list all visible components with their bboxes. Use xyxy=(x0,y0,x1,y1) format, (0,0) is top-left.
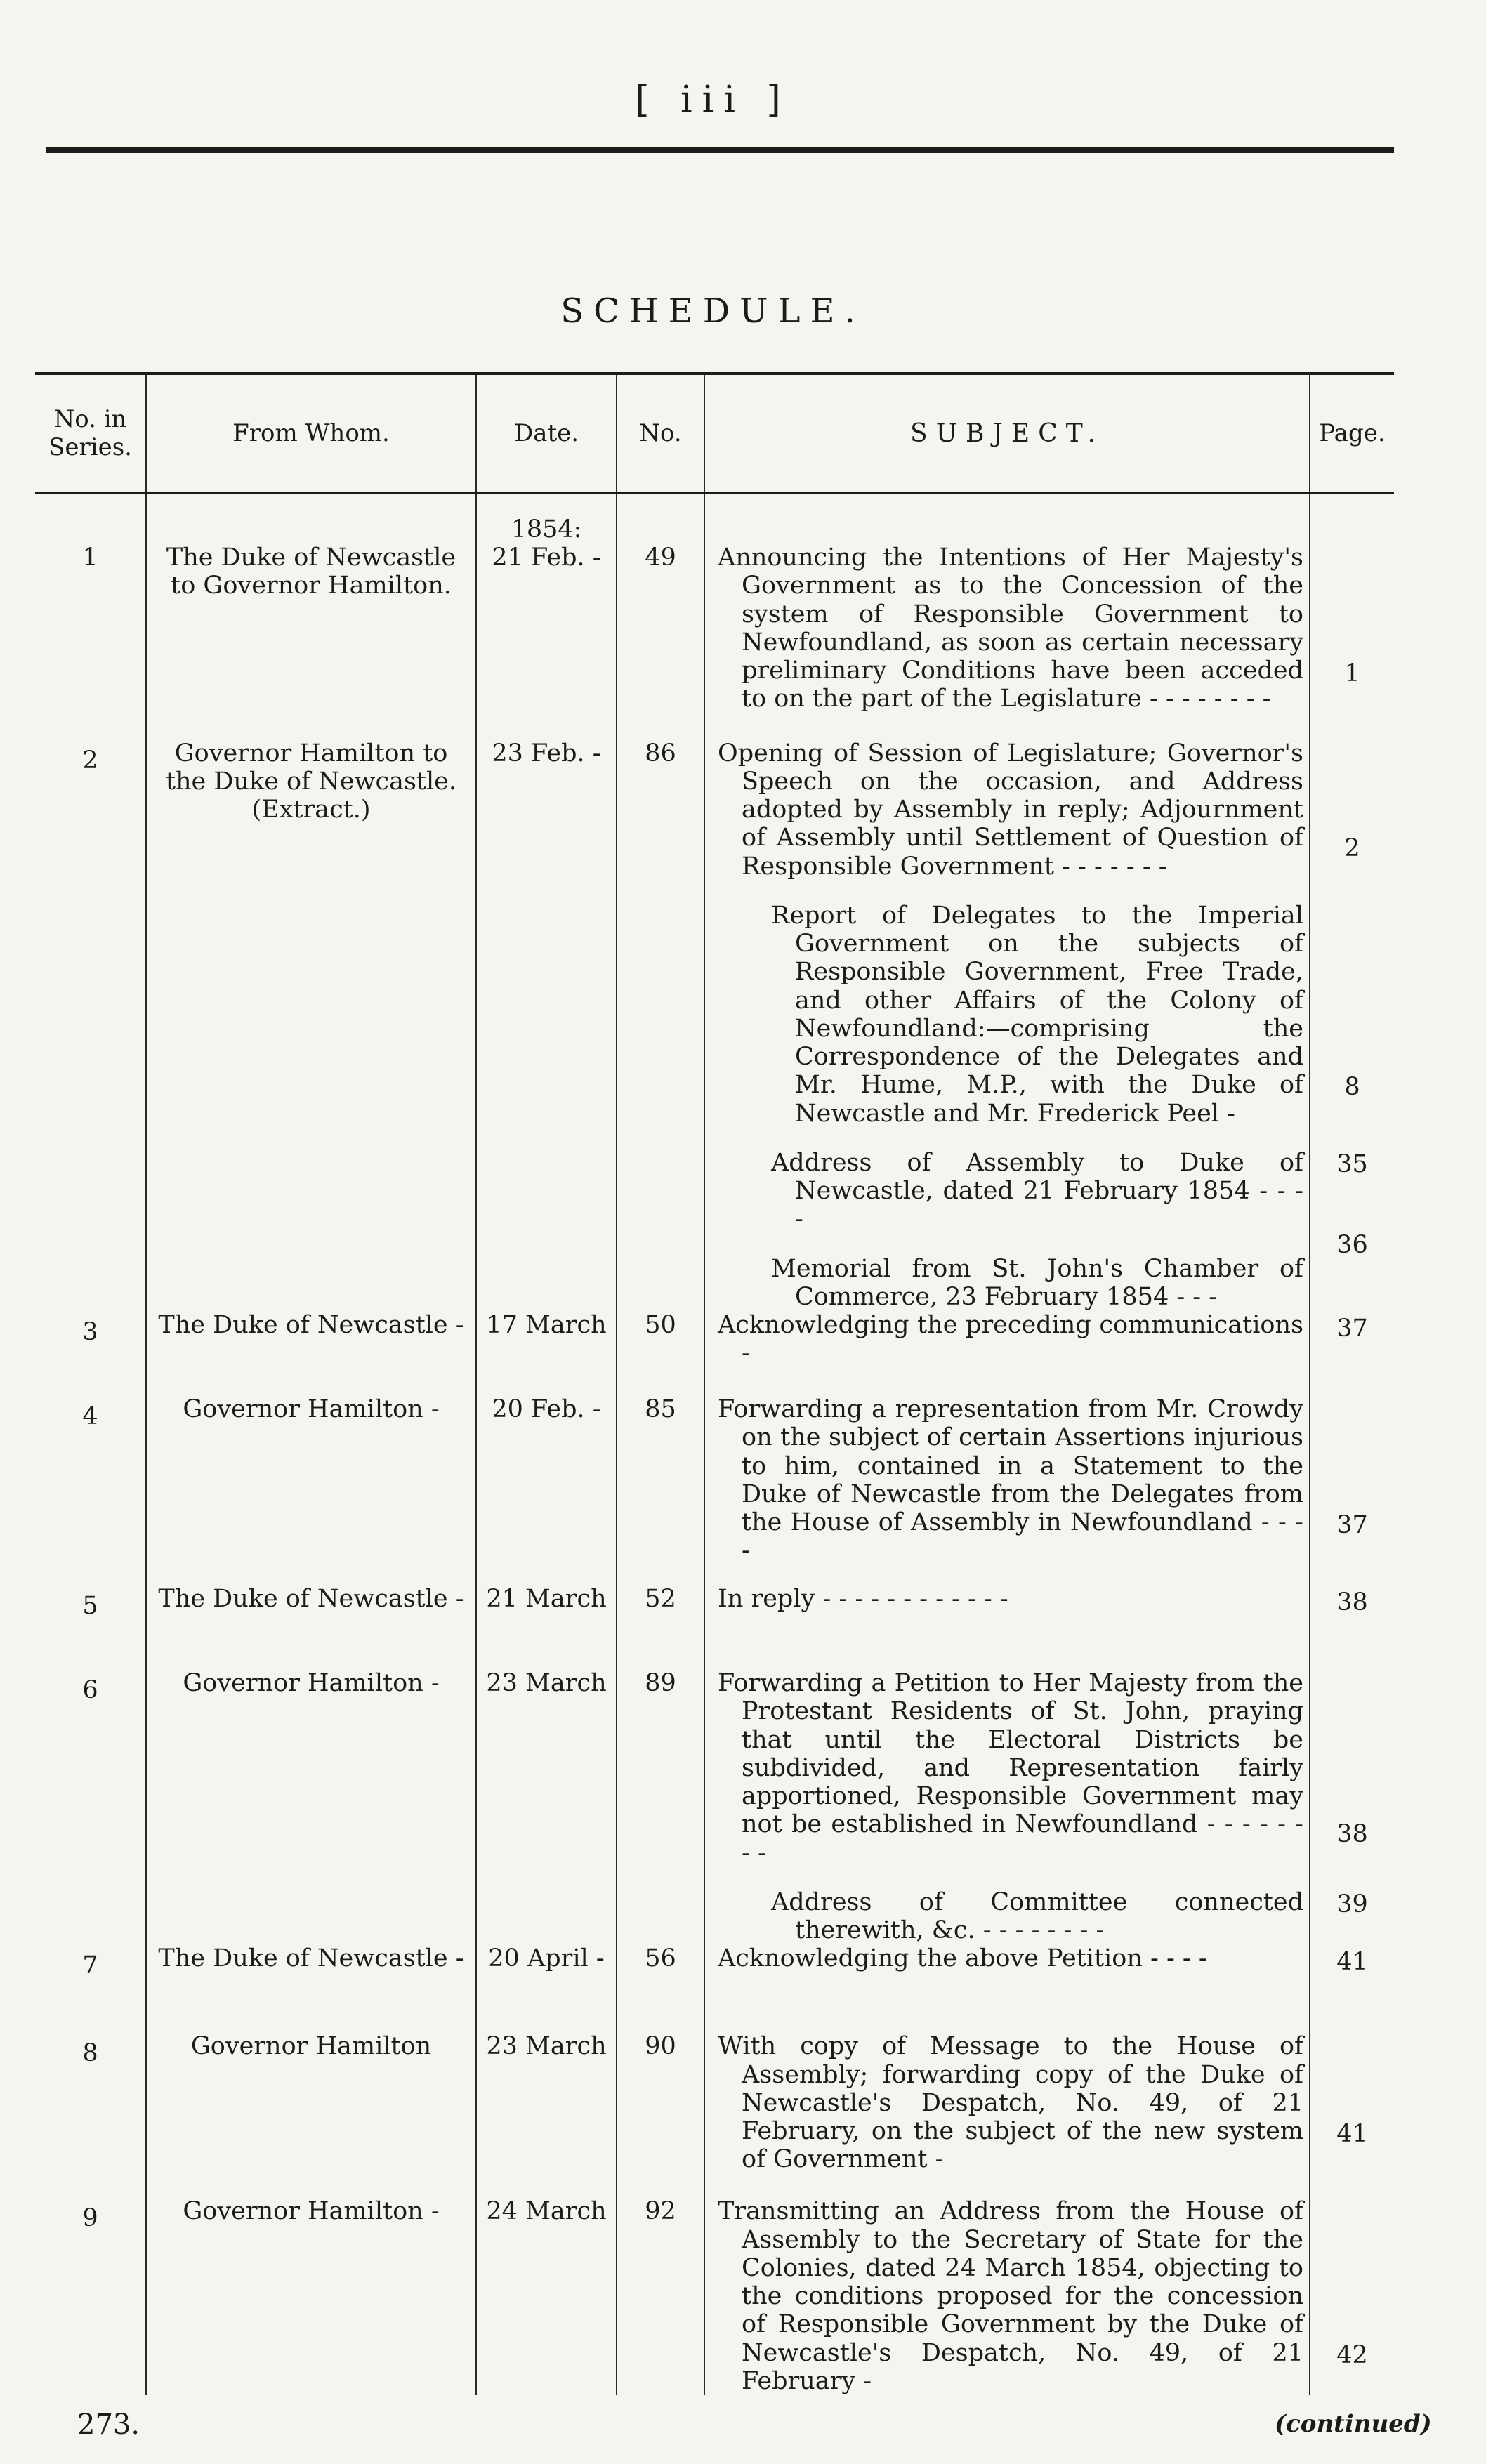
subject-text: Acknowledging the above Petition - - - - xyxy=(718,1944,1207,1973)
year-label: 1854: xyxy=(511,515,582,543)
date-cell: 23 March xyxy=(476,2032,617,2197)
series-number: 8 xyxy=(35,2032,146,2197)
from-whom: The Duke of Newcastle - xyxy=(146,1944,476,2032)
series-number: 3 xyxy=(35,1311,146,1395)
page-number: 36 xyxy=(1336,1231,1368,1260)
subject-text: With copy of Message to the House of Assembly; forwarding copy of the Duke of Newcastle's Despatch, No. 49, of 21 February, on the subject of the new system of Government - xyxy=(718,2032,1303,2174)
subject-cell xyxy=(704,1395,1310,1585)
despatch-number: 92 xyxy=(617,2197,704,2395)
subject-text: Transmitting an Address from the House of Assembly to the Secretary of State for the Colonies, dated 24 March 1854, objecting to the conditions proposed for the concession of Responsible Government by the Duke of Newcastle's Despatch, No. 49, of 21 February - xyxy=(718,2197,1303,2395)
subject-text: Acknowledging the preceding communications - xyxy=(718,1311,1303,1368)
subject-cell xyxy=(704,1669,1310,1944)
subject-cell xyxy=(704,2197,1310,2395)
subject-cell xyxy=(704,725,1310,1312)
schedule-table xyxy=(35,372,1394,2395)
series-number: 7 xyxy=(35,1944,146,2032)
sub-entry-text: Address of Committee connected therewith, &c. - - - - - - - - xyxy=(771,1887,1303,1944)
date-cell: 20 Feb. - xyxy=(476,1395,617,1585)
page-number-cell: 37 xyxy=(1336,1511,1368,1539)
despatch-number: 89 xyxy=(617,1669,704,1944)
subject-text: Opening of Session of Legislature; Governor's Speech on the occasion, and Address adopted by Assembly in reply; Adjournment of Assembly until Settlement of Question of Responsible Government - - - - - - - xyxy=(718,739,1303,881)
page-number: 8 xyxy=(1344,1072,1360,1101)
column-header-no: No. xyxy=(617,374,704,494)
despatch-number: 50 xyxy=(617,1311,704,1395)
subject-cell xyxy=(704,494,1310,725)
page-number-cell: 38 xyxy=(1336,1588,1368,1616)
date-cell: 23 March xyxy=(476,1669,617,1944)
header-rule xyxy=(46,147,1394,153)
column-header-subject: SUBJECT. xyxy=(704,374,1310,494)
column-header-date: Date. xyxy=(476,374,617,494)
despatch-number: 85 xyxy=(617,1395,704,1585)
column-header-page: Page. xyxy=(1310,374,1394,494)
table-row xyxy=(35,725,1394,1312)
page-number-cell: 41 xyxy=(1336,1948,1368,1977)
series-number: 4 xyxy=(35,1395,146,1585)
continued-note: (continued) xyxy=(1275,2410,1432,2438)
despatch-number: 49 xyxy=(617,494,704,725)
date-cell: 17 March xyxy=(476,1311,617,1395)
page-number-cell xyxy=(1310,1669,1394,1944)
series-number: 1 xyxy=(35,494,146,725)
series-number: 2 xyxy=(35,725,146,1312)
series-number: 9 xyxy=(35,2197,146,2395)
from-whom: Governor Hamilton - xyxy=(146,2197,476,2395)
table-row xyxy=(35,1311,1394,1395)
series-number: 6 xyxy=(35,1669,146,1944)
page-number-cell: 37 xyxy=(1336,1315,1368,1343)
from-whom: The Duke of Newcastle - xyxy=(146,1311,476,1395)
date-cell: 21 March xyxy=(476,1585,617,1669)
table-row xyxy=(35,2032,1394,2197)
page-number: 38 xyxy=(1336,1820,1368,1848)
subject-cell xyxy=(704,1944,1310,2032)
despatch-number: 90 xyxy=(617,2032,704,2197)
from-whom: Governor Hamilton - xyxy=(146,1669,476,1944)
sub-entry-text: Report of Delegates to the Imperial Government on the subjects of Responsible Government, Free Trade, and other Affairs of the Colony of Newfoundland:—comprising the Correspondence of the Delegates and Mr. Hume, M.P., with the Duke of Newcastle and Mr. Frederick Peel - xyxy=(771,901,1303,1128)
page-number-cell: 42 xyxy=(1336,2341,1368,2370)
table-row xyxy=(35,1395,1394,1585)
date-value: 21 Feb. - xyxy=(492,543,601,572)
series-number: 5 xyxy=(35,1585,146,1669)
date-cell: 20 April - xyxy=(476,1944,617,2032)
page-number-cell: 41 xyxy=(1336,2120,1368,2149)
table-row xyxy=(35,494,1394,725)
sub-entry-text: Memorial from St. John's Chamber of Commerce, 23 February 1854 - - - xyxy=(771,1254,1303,1311)
table-row xyxy=(35,1944,1394,2032)
subject-text: Forwarding a Petition to Her Majesty from the Protestant Residents of St. John, praying that until the Electoral Districts be subdivided, and Representation fairly apportioned, Responsible Government may not be established in Newfoundland - - - - - - - - xyxy=(718,1669,1303,1867)
subject-text: Announcing the Intentions of Her Majesty's Government as to the Concession of the system of Responsible Government to Newfoundland, as soon as certain necessary preliminary Conditions have been acceded to on the part of the Legislature - - - - - - - - xyxy=(718,543,1303,713)
from-whom: Governor Hamilton - xyxy=(146,1395,476,1585)
subject-text: Forwarding a representation from Mr. Crowdy on the subject of certain Assertions injurious to him, contained in a Statement to the Duke of Newcastle from the Delegates from the House of Assembly in Newfoundland - - - - xyxy=(718,1395,1303,1565)
date-cell xyxy=(476,494,617,725)
from-whom: Governor Hamilton to the Duke of Newcastle. (Extract.) xyxy=(146,725,476,1312)
from-whom: The Duke of Newcastle to Governor Hamilton. xyxy=(146,494,476,725)
table-row xyxy=(35,1669,1394,1944)
column-header-from: From Whom. xyxy=(146,374,476,494)
page-number: 39 xyxy=(1336,1890,1368,1919)
sub-entry-text: Address of Assembly to Duke of Newcastle, dated 21 February 1854 - - - - xyxy=(771,1148,1303,1234)
footer-number: 273. xyxy=(77,2409,140,2441)
table-row xyxy=(35,1585,1394,1669)
page-number-cell xyxy=(1310,725,1394,1312)
document-title: SCHEDULE. xyxy=(560,291,865,331)
page-number: 35 xyxy=(1336,1150,1368,1178)
despatch-number: 86 xyxy=(617,725,704,1312)
table-header-row xyxy=(35,374,1394,494)
page-number-cell: 1 xyxy=(1344,659,1360,687)
despatch-number: 52 xyxy=(617,1585,704,1669)
subject-text: In reply - - - - - - - - - - - - xyxy=(718,1585,1008,1613)
page-number: [ iii ] xyxy=(635,79,791,121)
column-header-series: No. in Series. xyxy=(35,374,146,494)
subject-cell xyxy=(704,1311,1310,1395)
despatch-number: 56 xyxy=(617,1944,704,2032)
from-whom: The Duke of Newcastle - xyxy=(146,1585,476,1669)
from-whom: Governor Hamilton xyxy=(146,2032,476,2197)
subject-cell xyxy=(704,2032,1310,2197)
page-number: 2 xyxy=(1344,834,1360,862)
date-cell: 24 March xyxy=(476,2197,617,2395)
subject-cell xyxy=(704,1585,1310,1669)
date-cell: 23 Feb. - xyxy=(476,725,617,1312)
table-row xyxy=(35,2197,1394,2395)
